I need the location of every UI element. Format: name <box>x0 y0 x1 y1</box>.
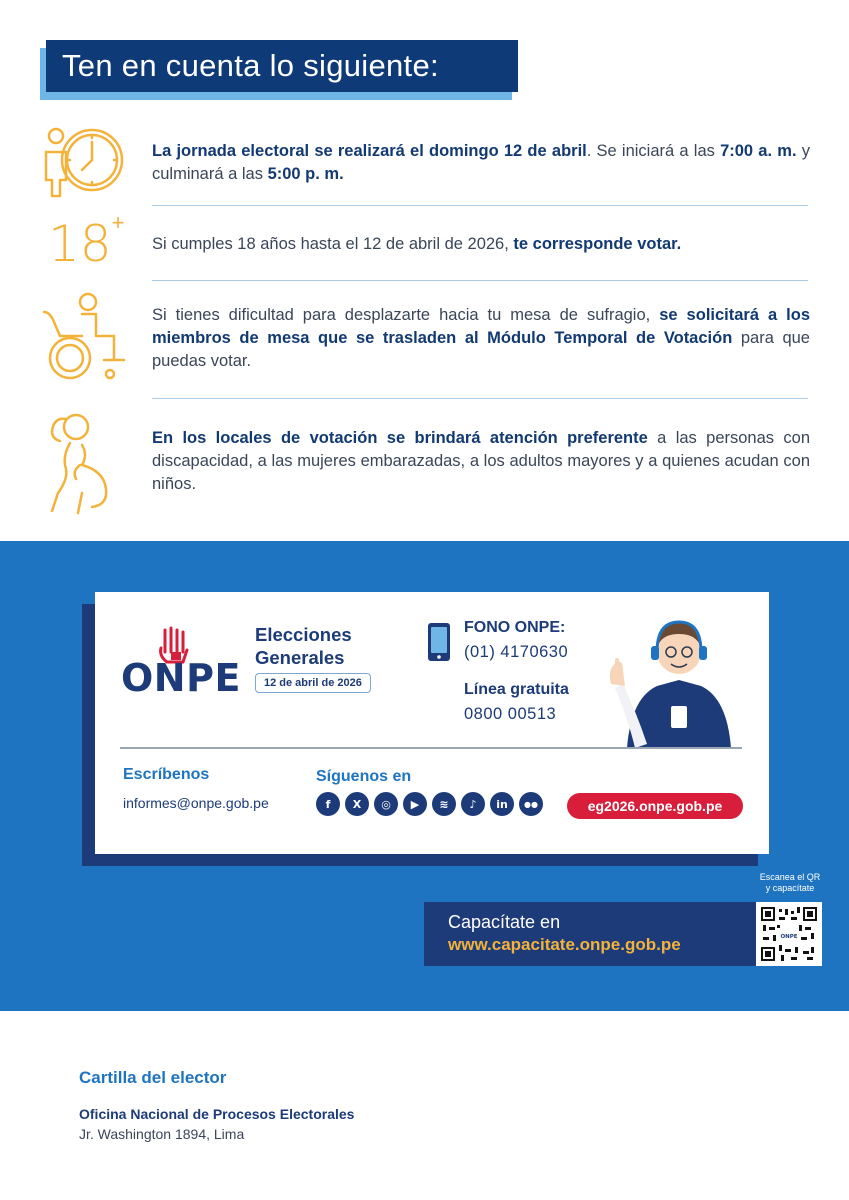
call-agent-illustration <box>605 612 745 748</box>
social-icons <box>316 792 543 816</box>
text-segment: La jornada electoral se realizará el domingo 12 de abril <box>152 142 587 160</box>
siguenos-label: Síguenos en <box>316 768 412 785</box>
escribenos-label: Escríbenos <box>123 766 210 783</box>
scan-note-line1: Escanea el QR <box>759 872 821 882</box>
text-segment: se solicitará a los miembros de mesa que se trasladen al Módulo Temporal de Votación <box>152 306 811 347</box>
wheelchair-icon <box>40 290 132 382</box>
text-segment: a las personas con discapacidad, a las mujeres embarazadas, a los adultos mayores y a quienes acudan con niños. <box>152 429 810 493</box>
text-segment: Si cumples 18 años hasta el 12 de abril de 2026, <box>152 235 514 253</box>
eighteen-text: 18 <box>48 215 112 273</box>
linea-gratuita-number[interactable]: 0800 00513 <box>464 705 557 723</box>
card-divider <box>120 747 742 749</box>
cartilla-title: Cartilla del elector <box>79 1068 227 1087</box>
flickr-icon[interactable]: ●● <box>519 792 543 816</box>
info-item-age <box>40 210 810 274</box>
tiktok-icon[interactable]: ♪ <box>461 792 485 816</box>
info-item-accessibility <box>40 290 810 390</box>
capacitate-label: Capacítate en <box>448 912 561 932</box>
text-segment: 7:00 a. m. <box>720 142 797 160</box>
email-link[interactable]: informes@onpe.gob.pe <box>123 795 269 811</box>
page-header <box>40 40 518 100</box>
text-segment: para que puedas votar. <box>152 329 810 370</box>
info-item-schedule <box>40 122 810 202</box>
elections-line1: Elecciones <box>255 624 352 645</box>
divider <box>152 398 808 399</box>
info-item-preferential <box>40 405 810 515</box>
fono-label: FONO ONPE: <box>464 619 566 636</box>
qr-code-pattern <box>761 907 817 961</box>
youtube-icon[interactable]: ▶ <box>403 792 427 816</box>
linkedin-icon[interactable]: in <box>490 792 514 816</box>
text-segment: 5:00 p. m. <box>267 165 344 183</box>
clock-person-icon <box>40 122 132 214</box>
website-link[interactable]: eg2026.onpe.gob.pe <box>567 793 743 819</box>
text-segment: . Se iniciará a las <box>586 142 721 160</box>
x-icon[interactable]: X <box>345 792 369 816</box>
divider <box>152 280 808 281</box>
info-text-age <box>152 233 810 256</box>
contact-card <box>95 592 769 854</box>
info-text-accessibility <box>152 304 810 373</box>
oficina-name: Oficina Nacional de Procesos Electorales <box>79 1106 355 1122</box>
scan-note-line2: y capacítate <box>765 883 815 893</box>
elections-title <box>255 623 352 669</box>
capacitate-url[interactable]: www.capacitate.onpe.gob.pe <box>448 935 681 954</box>
text-segment: te corresponde votar. <box>513 235 682 253</box>
page-title: Ten en cuenta lo siguiente: <box>46 40 518 92</box>
qr-code[interactable] <box>756 902 822 966</box>
elections-line2: Generales <box>255 647 345 668</box>
oficina-address: Jr. Washington 1894, Lima <box>79 1126 245 1142</box>
pregnant-woman-icon <box>40 405 132 515</box>
spotify-icon[interactable]: ≋ <box>432 792 456 816</box>
text-segment: Si tienes dificultad para desplazarte hacia tu mesa de sufragio, <box>152 306 660 324</box>
phone-icon <box>427 622 451 662</box>
divider <box>152 205 808 206</box>
fono-number[interactable]: (01) 4170630 <box>464 643 569 661</box>
qr-logo-text: ONPE <box>780 934 798 940</box>
plus-text: + <box>111 210 125 235</box>
info-text-schedule <box>152 140 810 186</box>
text-segment: En los locales de votación se brindará atención preferente <box>152 429 648 447</box>
instagram-icon[interactable]: ◎ <box>374 792 398 816</box>
info-text-preferential <box>152 427 810 496</box>
facebook-icon[interactable]: f <box>316 792 340 816</box>
election-date-badge: 12 de abril de 2026 <box>255 673 371 693</box>
scan-note <box>750 872 830 894</box>
capacitate-banner <box>424 902 758 966</box>
text-segment: y culminará a las <box>152 142 810 183</box>
linea-gratuita-label: Línea gratuita <box>464 681 569 698</box>
onpe-logo-text: ONPE <box>121 656 241 700</box>
